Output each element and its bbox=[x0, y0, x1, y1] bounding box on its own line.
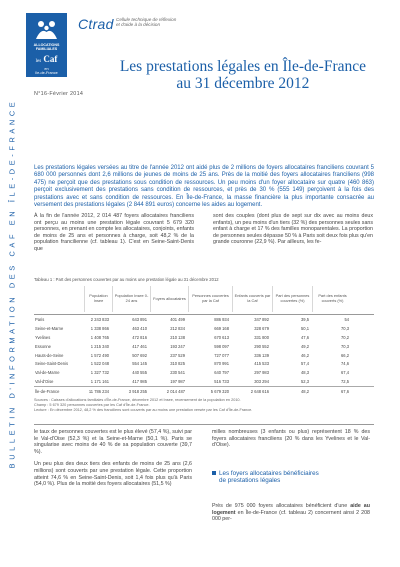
table-cell: 417 985 bbox=[132, 379, 147, 385]
table-cell: 193 247 bbox=[170, 343, 185, 349]
table-body bbox=[34, 314, 374, 395]
table-cell: 415 533 bbox=[254, 361, 269, 367]
table-cell: 2 648 616 bbox=[250, 388, 269, 394]
table-header-cell: Population Insee 0-24 ans bbox=[112, 286, 150, 312]
intro-paragraph: Les prestations légales versées au titre de l'année 2012 ont aidé plus de 2 millions de foyers allocataires franciliens couvrant 5 680 000 personnes dont 2,6 millions de jeunes de moins de 25 ans. Près de la moitié des foyers allocataires franciliens (998 475) ne perçoit que des prestations sous condition de ressources. Un peu moins d'un foyer allocataire sur quatre (460 863) perçoit exclusivement des prestations sans condition de ressources, et près de 30 % (555 149) perçoivent à la fois des prestations avec et sans condition de ressources. En Île-de-France, la masse financière la plus importante consacrée au versement des prestations légales (2 844 891 euros) concerne les aides au logement. bbox=[34, 165, 374, 209]
row-label: Val-de-Marne bbox=[35, 370, 60, 376]
row-label: Seine-et-Marne bbox=[35, 325, 64, 331]
lower-column-right-top: milles nombreuses (3 enfants ou plus) représentent 18 % des foyers allocataires franciliens (20 % dans les Yvelines et le Val-d'Oise). bbox=[212, 429, 370, 449]
body-column-left: À la fin de l'année 2012, 2 014 487 foyers allocataires franciliens ont perçu au moins une prestation légale couvrant 5 679 320 personnes, en prenant en compte les allocataires, conjoints, enfants de moins de 25 ans et personnes à charge, soit 48,2 % de la population francilienne (cf. tableau 1). C'est en Seine-Saint-Denis que bbox=[34, 213, 194, 252]
table-sources bbox=[34, 398, 374, 413]
table-cell: 50,1 bbox=[301, 325, 309, 331]
side-band bbox=[0, 0, 24, 567]
table-cell: 870 991 bbox=[214, 361, 229, 367]
table-cell: 472 816 bbox=[132, 334, 147, 340]
table-row bbox=[34, 324, 374, 333]
source-line: Lecture : En décembre 2012, 48,2 % des franciliens sont couverts par au moins une prestation versée par les Caf d'Île-de-France. bbox=[34, 407, 253, 412]
table-cell: 66,2 bbox=[341, 352, 349, 358]
table-cell: 210 138 bbox=[170, 334, 185, 340]
table-cell: 401 499 bbox=[170, 316, 185, 322]
row-label: Essonne bbox=[35, 343, 51, 349]
table-cell: 39,5 bbox=[301, 316, 309, 322]
logo-caf-text: les Caf bbox=[35, 54, 58, 64]
row-label: Seine-Saint-Denis bbox=[35, 361, 68, 367]
table-cell: 463 410 bbox=[132, 325, 147, 331]
table-cell: 1 327 732 bbox=[90, 370, 109, 376]
ctrad-brand: Ctrad bbox=[78, 16, 114, 32]
table-cell: 1 171 161 bbox=[90, 379, 109, 385]
table-cell: 2 014 487 bbox=[166, 388, 185, 394]
table-row bbox=[34, 368, 374, 377]
logo-org-text: ALLOCATIONS FAMILIALES bbox=[33, 43, 60, 52]
table-cell: 74,6 bbox=[341, 361, 349, 367]
table-cell: 640 797 bbox=[214, 370, 229, 376]
table-caption: Tableau 1 : Part des personnes couvertes par au moins une prestation légale au 31 décembre 2012 bbox=[34, 277, 219, 282]
table-cell: 1 215 340 bbox=[90, 343, 109, 349]
table-cell: 1 522 048 bbox=[90, 361, 109, 367]
lower-column-right-bottom: Près de 975 000 foyers allocataires bénéficient d'une aide au logement en Île-de-France (cf. tableau 2) concernent ainsi 2 208 000 per- bbox=[212, 503, 370, 523]
paragraph: Un peu plus des deux tiers des enfants de moins de 25 ans (2,6 millions) sont couverts par une prestation légale. Cette proportion atteint 74,6 % en Seine-Saint-Denis, soit 1,4 fois plus qu'à Paris (54,0 %). Plus de la moitié des foyers allocataires (51,5 %) bbox=[34, 461, 192, 488]
table-cell: 67,6 bbox=[341, 388, 349, 394]
table-cell: 46,2 bbox=[301, 352, 309, 358]
table-header-cell: Part des enfants couverts (%) bbox=[312, 286, 352, 312]
table-header-cell: Personnes couvertes par la Caf bbox=[188, 286, 232, 312]
table-header-cell bbox=[34, 286, 84, 312]
table-row bbox=[34, 351, 374, 360]
coverage-table bbox=[34, 286, 374, 395]
section-divider bbox=[34, 424, 374, 425]
table-cell: 70,3 bbox=[341, 343, 349, 349]
table-cell: 310 825 bbox=[170, 361, 185, 367]
paragraph: le taux de personnes couvertes est le plus élevé (57,4 %), suivi par le Val-d'Oise (52,3 %) et la Seine-et-Marne (50,1 %). Paris se singularise avec moins de 40 % de sa population couverte (39,7 %). bbox=[34, 429, 192, 455]
ctrad-tagline: Cellule technique de réflexion et d'aide à la décision bbox=[116, 17, 177, 28]
document-title: Les prestations légales en Île-de-France au 31 décembre 2012 bbox=[119, 58, 366, 92]
table-row bbox=[34, 386, 374, 395]
table-cell: 670 613 bbox=[214, 334, 229, 340]
table-cell: 67,4 bbox=[341, 370, 349, 376]
table-cell: 48,2 bbox=[301, 388, 309, 394]
table-cell: 212 834 bbox=[170, 325, 185, 331]
table-cell: 290 552 bbox=[254, 343, 269, 349]
table-cell: 886 934 bbox=[214, 316, 229, 322]
vertical-bulletin-title: BULLETIN D'INFORMATION DES CAF EN ÎLE-DE-FRANCE bbox=[7, 98, 17, 469]
table-cell: 1 408 765 bbox=[90, 334, 109, 340]
table-cell: 297 983 bbox=[254, 370, 269, 376]
table-cell: 507 692 bbox=[132, 352, 147, 358]
table-cell: 52,3 bbox=[301, 379, 309, 385]
table-cell: 49,2 bbox=[301, 343, 309, 349]
caf-logo bbox=[26, 13, 67, 77]
row-label: Val-d'Oise bbox=[35, 379, 54, 385]
source-line: Champ : 5 679 320 personnes couvertes par les Caf d'Île-de-France. bbox=[34, 402, 150, 407]
table-cell: 237 529 bbox=[170, 352, 185, 358]
table-cell: 5 679 320 bbox=[210, 388, 229, 394]
table-cell: 336 139 bbox=[254, 352, 269, 358]
table-row bbox=[34, 342, 374, 351]
table-cell: 328 679 bbox=[254, 325, 269, 331]
table-cell: 57,4 bbox=[301, 361, 309, 367]
table-header-cell: Population Insee bbox=[84, 286, 112, 312]
section-heading: Les foyers allocataires bénéficiaires de prestations légales bbox=[212, 470, 372, 485]
table-cell: 554 145 bbox=[132, 361, 147, 367]
table-row bbox=[34, 359, 374, 368]
row-label: Hauts-de-Seine bbox=[35, 352, 64, 358]
table-cell: 70,2 bbox=[341, 334, 349, 340]
table-cell: 47,6 bbox=[301, 334, 309, 340]
bullet-square-icon bbox=[212, 471, 216, 475]
table-cell: 48,3 bbox=[301, 370, 309, 376]
table-row bbox=[34, 333, 374, 342]
table-cell: 11 786 234 bbox=[88, 388, 109, 394]
table-cell: 516 733 bbox=[214, 379, 229, 385]
table-cell: 331 800 bbox=[254, 334, 269, 340]
table-header-cell: Foyers allocataires bbox=[150, 286, 188, 312]
table-cell: 303 294 bbox=[254, 379, 269, 385]
table-cell: 70,3 bbox=[341, 325, 349, 331]
table-cell: 1 338 866 bbox=[90, 325, 109, 331]
source-line: Sources : Caisses d'allocations familiales d'Île-de-France, décembre 2012 et Insee, recensement de la population en 2010. bbox=[34, 398, 241, 402]
table-cell: 2 243 833 bbox=[90, 316, 109, 322]
table-cell: 3 918 255 bbox=[128, 388, 147, 394]
table-cell: 54 bbox=[344, 316, 349, 322]
logo-region-text: en Ile-de-France bbox=[35, 67, 58, 75]
table-header-cell: Enfants couverts par la Caf bbox=[232, 286, 272, 312]
row-label: Île-de-France bbox=[35, 388, 60, 394]
lower-column-left bbox=[34, 429, 192, 488]
table-cell: 230 541 bbox=[170, 370, 185, 376]
row-label: Yvelines bbox=[35, 334, 51, 340]
body-column-right: sont des couples (dont plus de sept sur dix avec au moins deux enfants), un peu moins d'un tiers (32 %) des personnes seules sans enfant à charge et 17 % des familles monoparentales. La proportion de personnes seules dépasse 50 % à Paris soit deux fois plus qu'en grande couronne (22,9 %). Par ailleurs, les fe- bbox=[213, 213, 373, 246]
table-cell: 417 461 bbox=[132, 343, 147, 349]
table-row bbox=[34, 377, 374, 386]
table-cell: 440 555 bbox=[132, 370, 147, 376]
table-cell: 598 097 bbox=[214, 343, 229, 349]
family-emblem-icon bbox=[34, 18, 59, 40]
table-header bbox=[34, 286, 374, 312]
table-cell: 72,5 bbox=[341, 379, 349, 385]
issue-number: N°16-Février 2014 bbox=[34, 91, 84, 97]
table-row bbox=[34, 315, 374, 324]
table-cell: 197 987 bbox=[170, 379, 185, 385]
table-cell: 347 892 bbox=[254, 316, 269, 322]
table-cell: 1 572 490 bbox=[90, 352, 109, 358]
table-cell: 643 891 bbox=[132, 316, 147, 322]
row-label: Paris bbox=[35, 316, 45, 322]
table-cell: 669 168 bbox=[214, 325, 229, 331]
table-cell: 727 077 bbox=[214, 352, 229, 358]
table-header-cell: Part des personnes couvertes (%) bbox=[272, 286, 312, 312]
